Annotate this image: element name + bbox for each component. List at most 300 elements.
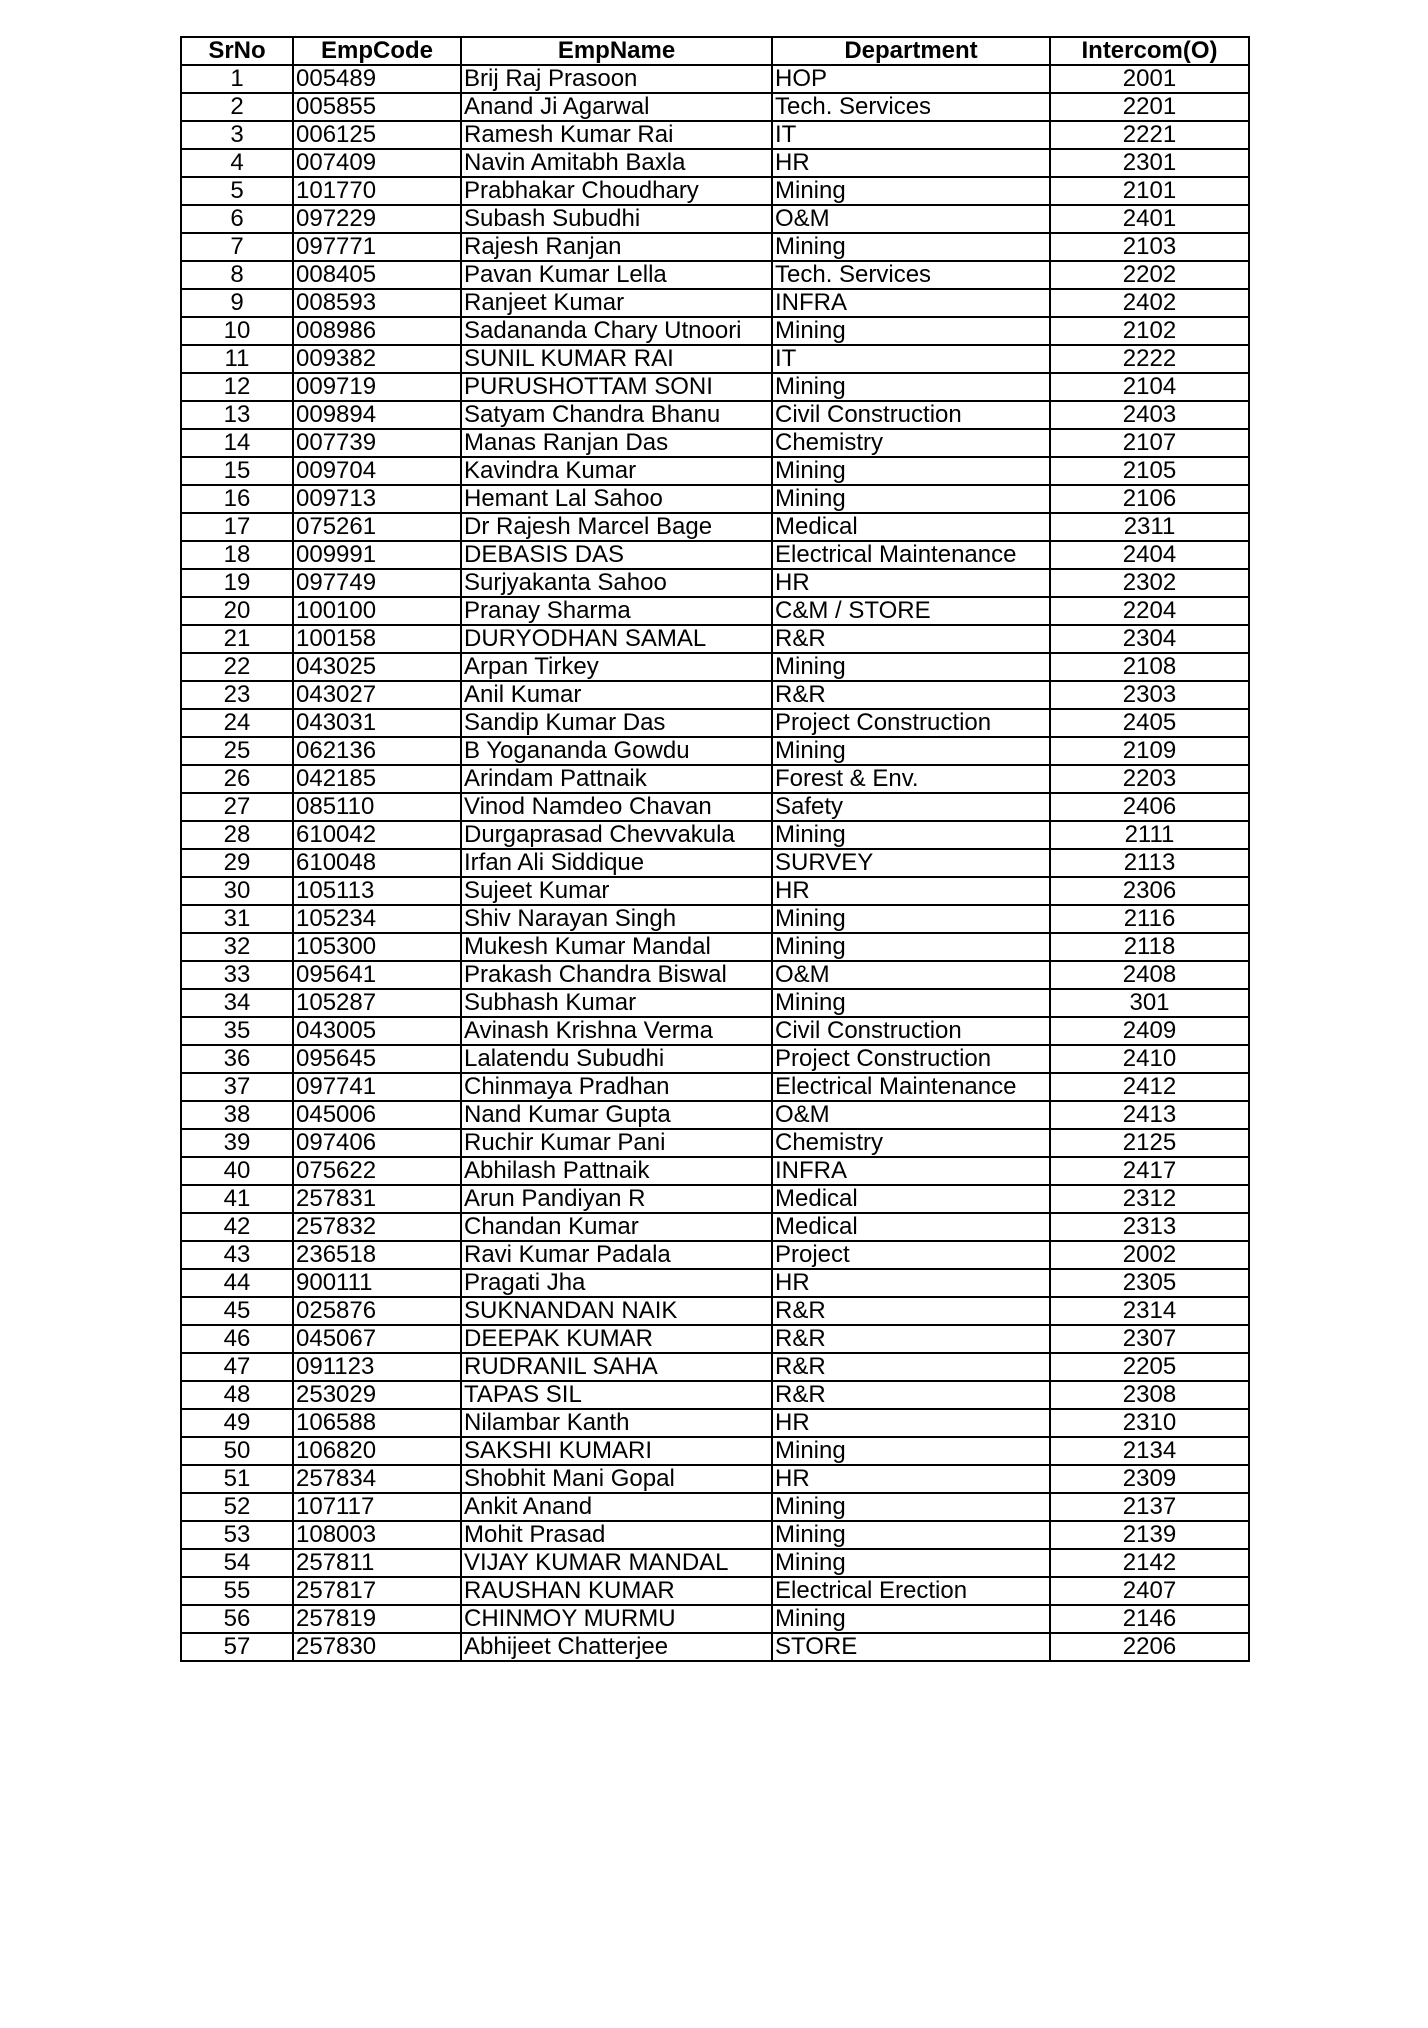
empcode-cell: 043005: [293, 1017, 461, 1045]
srno-cell: 45: [181, 1297, 293, 1325]
intercom-cell: 2106: [1050, 485, 1249, 513]
srno-cell: 10: [181, 317, 293, 345]
empcode-cell: 610048: [293, 849, 461, 877]
intercom-cell: 2102: [1050, 317, 1249, 345]
srno-cell: 12: [181, 373, 293, 401]
intercom-cell: 2111: [1050, 821, 1249, 849]
table-row: [181, 1325, 1249, 1353]
department-cell: Mining: [772, 457, 1050, 485]
department-cell: INFRA: [772, 289, 1050, 317]
intercom-cell: 2108: [1050, 653, 1249, 681]
empcode-cell: 042185: [293, 765, 461, 793]
intercom-cell: 2222: [1050, 345, 1249, 373]
intercom-cell: 2410: [1050, 1045, 1249, 1073]
table-row: [181, 373, 1249, 401]
intercom-cell: 2134: [1050, 1437, 1249, 1465]
srno-cell: 26: [181, 765, 293, 793]
department-cell: IT: [772, 345, 1050, 373]
department-cell: Mining: [772, 933, 1050, 961]
table-row: [181, 541, 1249, 569]
empname-cell: Shiv Narayan Singh: [461, 905, 772, 933]
intercom-cell: 2109: [1050, 737, 1249, 765]
empcode-cell: 043025: [293, 653, 461, 681]
header-row: [181, 37, 1249, 65]
department-cell: Mining: [772, 821, 1050, 849]
empcode-cell: 101770: [293, 177, 461, 205]
srno-cell: 23: [181, 681, 293, 709]
empcode-cell: 097771: [293, 233, 461, 261]
intercom-cell: 2107: [1050, 429, 1249, 457]
empname-cell: Pragati Jha: [461, 1269, 772, 1297]
empname-cell: Lalatendu Subudhi: [461, 1045, 772, 1073]
srno-cell: 3: [181, 121, 293, 149]
table-row: [181, 1381, 1249, 1409]
empcode-cell: 257832: [293, 1213, 461, 1241]
intercom-cell: 2221: [1050, 121, 1249, 149]
srno-cell: 37: [181, 1073, 293, 1101]
empname-cell: Shobhit Mani Gopal: [461, 1465, 772, 1493]
table-row: [181, 1185, 1249, 1213]
empname-cell: Irfan Ali Siddique: [461, 849, 772, 877]
srno-cell: 5: [181, 177, 293, 205]
intercom-cell: 2405: [1050, 709, 1249, 737]
srno-cell: 41: [181, 1185, 293, 1213]
table-row: [181, 513, 1249, 541]
empcode-cell: 009382: [293, 345, 461, 373]
srno-cell: 18: [181, 541, 293, 569]
department-cell: HR: [772, 1269, 1050, 1297]
department-cell: Mining: [772, 317, 1050, 345]
srno-cell: 52: [181, 1493, 293, 1521]
empname-cell: SUKNANDAN NAIK: [461, 1297, 772, 1325]
department-cell: Tech. Services: [772, 93, 1050, 121]
department-cell: R&R: [772, 681, 1050, 709]
intercom-cell: 2103: [1050, 233, 1249, 261]
empname-cell: Mohit Prasad: [461, 1521, 772, 1549]
department-cell: Chemistry: [772, 429, 1050, 457]
empcode-cell: 075622: [293, 1157, 461, 1185]
srno-cell: 43: [181, 1241, 293, 1269]
empname-cell: Sandip Kumar Das: [461, 709, 772, 737]
empname-cell: Prabhakar Choudhary: [461, 177, 772, 205]
table-row: [181, 233, 1249, 261]
intercom-cell: 2206: [1050, 1633, 1249, 1661]
empname-cell: Ravi Kumar Padala: [461, 1241, 772, 1269]
department-cell: Project: [772, 1241, 1050, 1269]
intercom-cell: 2139: [1050, 1521, 1249, 1549]
empname-cell: Subhash Kumar: [461, 989, 772, 1017]
srno-cell: 2: [181, 93, 293, 121]
intercom-cell: 2401: [1050, 205, 1249, 233]
table-row: [181, 849, 1249, 877]
intercom-cell: 2205: [1050, 1353, 1249, 1381]
department-cell: Mining: [772, 989, 1050, 1017]
department-cell: C&M / STORE: [772, 597, 1050, 625]
table-row: [181, 625, 1249, 653]
srno-cell: 44: [181, 1269, 293, 1297]
table-row: [181, 1493, 1249, 1521]
empname-cell: DEBASIS DAS: [461, 541, 772, 569]
empname-cell: Mukesh Kumar Mandal: [461, 933, 772, 961]
empname-cell: RUDRANIL SAHA: [461, 1353, 772, 1381]
intercom-cell: 2407: [1050, 1577, 1249, 1605]
empname-cell: Ruchir Kumar Pani: [461, 1129, 772, 1157]
empcode-cell: 008986: [293, 317, 461, 345]
empname-cell: Arun Pandiyan R: [461, 1185, 772, 1213]
srno-cell: 11: [181, 345, 293, 373]
department-cell: R&R: [772, 1325, 1050, 1353]
empcode-cell: 106588: [293, 1409, 461, 1437]
department-cell: Mining: [772, 177, 1050, 205]
department-cell: Mining: [772, 1493, 1050, 1521]
empname-cell: Pavan Kumar Lella: [461, 261, 772, 289]
empcode-cell: 257811: [293, 1549, 461, 1577]
empcode-cell: 043031: [293, 709, 461, 737]
srno-cell: 19: [181, 569, 293, 597]
table-row: [181, 709, 1249, 737]
table-row: [181, 821, 1249, 849]
srno-cell: 30: [181, 877, 293, 905]
intercom-cell: 2116: [1050, 905, 1249, 933]
table-row: [181, 877, 1249, 905]
srno-cell: 24: [181, 709, 293, 737]
empname-cell: SAKSHI KUMARI: [461, 1437, 772, 1465]
empname-cell: Navin Amitabh Baxla: [461, 149, 772, 177]
department-cell: O&M: [772, 961, 1050, 989]
intercom-cell: 2104: [1050, 373, 1249, 401]
table-row: [181, 1213, 1249, 1241]
table-row: [181, 1241, 1249, 1269]
intercom-cell: 2302: [1050, 569, 1249, 597]
empcode-cell: 085110: [293, 793, 461, 821]
empcode-cell: 100100: [293, 597, 461, 625]
department-cell: SURVEY: [772, 849, 1050, 877]
table-row: [181, 1465, 1249, 1493]
table-row: [181, 1549, 1249, 1577]
intercom-cell: 2417: [1050, 1157, 1249, 1185]
empname-cell: Hemant Lal Sahoo: [461, 485, 772, 513]
empname-cell: Chinmaya Pradhan: [461, 1073, 772, 1101]
empcode-cell: 105113: [293, 877, 461, 905]
empname-cell: DURYODHAN SAMAL: [461, 625, 772, 653]
srno-cell: 35: [181, 1017, 293, 1045]
department-cell: R&R: [772, 1381, 1050, 1409]
table-row: [181, 1409, 1249, 1437]
empcode-cell: 006125: [293, 121, 461, 149]
intercom-cell: 2303: [1050, 681, 1249, 709]
empcode-cell: 105234: [293, 905, 461, 933]
srno-cell: 53: [181, 1521, 293, 1549]
table-row: [181, 65, 1249, 93]
srno-cell: 29: [181, 849, 293, 877]
department-cell: Project Construction: [772, 709, 1050, 737]
empname-cell: Subash Subudhi: [461, 205, 772, 233]
intercom-cell: 2314: [1050, 1297, 1249, 1325]
table-row: [181, 653, 1249, 681]
srno-cell: 48: [181, 1381, 293, 1409]
empcode-cell: 009704: [293, 457, 461, 485]
srno-cell: 1: [181, 65, 293, 93]
empcode-cell: 100158: [293, 625, 461, 653]
column-header-department: Department: [772, 37, 1050, 65]
intercom-cell: 2202: [1050, 261, 1249, 289]
srno-cell: 21: [181, 625, 293, 653]
table-row: [181, 793, 1249, 821]
srno-cell: 4: [181, 149, 293, 177]
empcode-cell: 097406: [293, 1129, 461, 1157]
intercom-cell: 2113: [1050, 849, 1249, 877]
table-row: [181, 737, 1249, 765]
intercom-cell: 2301: [1050, 149, 1249, 177]
department-cell: Mining: [772, 1437, 1050, 1465]
srno-cell: 49: [181, 1409, 293, 1437]
intercom-cell: 2306: [1050, 877, 1249, 905]
empcode-cell: 610042: [293, 821, 461, 849]
column-header-intercom: Intercom(O): [1050, 37, 1249, 65]
department-cell: Electrical Maintenance: [772, 1073, 1050, 1101]
table-row: [181, 905, 1249, 933]
srno-cell: 42: [181, 1213, 293, 1241]
table-row: [181, 457, 1249, 485]
department-cell: Mining: [772, 737, 1050, 765]
empcode-cell: 007409: [293, 149, 461, 177]
empname-cell: Vinod Namdeo Chavan: [461, 793, 772, 821]
empcode-cell: 005489: [293, 65, 461, 93]
empcode-cell: 009894: [293, 401, 461, 429]
department-cell: Mining: [772, 485, 1050, 513]
empname-cell: Anil Kumar: [461, 681, 772, 709]
table-row: [181, 177, 1249, 205]
department-cell: Chemistry: [772, 1129, 1050, 1157]
empname-cell: Avinash Krishna Verma: [461, 1017, 772, 1045]
srno-cell: 40: [181, 1157, 293, 1185]
intercom-cell: 301: [1050, 989, 1249, 1017]
intercom-cell: 2413: [1050, 1101, 1249, 1129]
department-cell: Mining: [772, 1521, 1050, 1549]
column-header-empcode: EmpCode: [293, 37, 461, 65]
intercom-cell: 2142: [1050, 1549, 1249, 1577]
department-cell: R&R: [772, 1297, 1050, 1325]
srno-cell: 28: [181, 821, 293, 849]
table-row: [181, 261, 1249, 289]
srno-cell: 6: [181, 205, 293, 233]
table-row: [181, 1101, 1249, 1129]
empname-cell: Abhilash Pattnaik: [461, 1157, 772, 1185]
empcode-cell: 108003: [293, 1521, 461, 1549]
srno-cell: 39: [181, 1129, 293, 1157]
intercom-cell: 2402: [1050, 289, 1249, 317]
department-cell: Medical: [772, 513, 1050, 541]
empname-cell: Chandan Kumar: [461, 1213, 772, 1241]
empcode-cell: 900111: [293, 1269, 461, 1297]
empcode-cell: 075261: [293, 513, 461, 541]
empname-cell: Prakash Chandra Biswal: [461, 961, 772, 989]
empname-cell: PURUSHOTTAM SONI: [461, 373, 772, 401]
intercom-cell: 2307: [1050, 1325, 1249, 1353]
empname-cell: Sadananda Chary Utnoori: [461, 317, 772, 345]
empcode-cell: 105287: [293, 989, 461, 1017]
srno-cell: 20: [181, 597, 293, 625]
department-cell: INFRA: [772, 1157, 1050, 1185]
empname-cell: Surjyakanta Sahoo: [461, 569, 772, 597]
empname-cell: Arindam Pattnaik: [461, 765, 772, 793]
intercom-cell: 2311: [1050, 513, 1249, 541]
empcode-cell: 095641: [293, 961, 461, 989]
department-cell: HR: [772, 877, 1050, 905]
empcode-cell: 236518: [293, 1241, 461, 1269]
department-cell: HR: [772, 569, 1050, 597]
empname-cell: Pranay Sharma: [461, 597, 772, 625]
column-header-empname: EmpName: [461, 37, 772, 65]
empcode-cell: 097749: [293, 569, 461, 597]
intercom-cell: 2146: [1050, 1605, 1249, 1633]
empcode-cell: 257834: [293, 1465, 461, 1493]
table-row: [181, 569, 1249, 597]
intercom-cell: 2308: [1050, 1381, 1249, 1409]
intercom-cell: 2409: [1050, 1017, 1249, 1045]
srno-cell: 7: [181, 233, 293, 261]
intercom-cell: 2408: [1050, 961, 1249, 989]
table-row: [181, 1045, 1249, 1073]
table-row: [181, 1129, 1249, 1157]
empcode-cell: 097741: [293, 1073, 461, 1101]
table-row: [181, 1577, 1249, 1605]
empname-cell: RAUSHAN KUMAR: [461, 1577, 772, 1605]
table-row: [181, 1633, 1249, 1661]
empname-cell: B Yogananda Gowdu: [461, 737, 772, 765]
srno-cell: 47: [181, 1353, 293, 1381]
srno-cell: 17: [181, 513, 293, 541]
table-row: [181, 93, 1249, 121]
intercom-cell: 2137: [1050, 1493, 1249, 1521]
department-cell: Forest & Env.: [772, 765, 1050, 793]
empname-cell: Arpan Tirkey: [461, 653, 772, 681]
empcode-cell: 007739: [293, 429, 461, 457]
empname-cell: Nilambar Kanth: [461, 1409, 772, 1437]
department-cell: Tech. Services: [772, 261, 1050, 289]
department-cell: Mining: [772, 905, 1050, 933]
employee-intercom-table: [180, 36, 1250, 1662]
table-row: [181, 961, 1249, 989]
department-cell: Mining: [772, 653, 1050, 681]
department-cell: R&R: [772, 625, 1050, 653]
empname-cell: Ramesh Kumar Rai: [461, 121, 772, 149]
srno-cell: 27: [181, 793, 293, 821]
empname-cell: Sujeet Kumar: [461, 877, 772, 905]
department-cell: Electrical Maintenance: [772, 541, 1050, 569]
table-row: [181, 1297, 1249, 1325]
empcode-cell: 105300: [293, 933, 461, 961]
srno-cell: 25: [181, 737, 293, 765]
department-cell: HR: [772, 1409, 1050, 1437]
empname-cell: Kavindra Kumar: [461, 457, 772, 485]
srno-cell: 34: [181, 989, 293, 1017]
srno-cell: 38: [181, 1101, 293, 1129]
srno-cell: 13: [181, 401, 293, 429]
intercom-cell: 2201: [1050, 93, 1249, 121]
department-cell: Medical: [772, 1213, 1050, 1241]
intercom-cell: 2412: [1050, 1073, 1249, 1101]
empname-cell: TAPAS SIL: [461, 1381, 772, 1409]
table-row: [181, 1521, 1249, 1549]
department-cell: Mining: [772, 233, 1050, 261]
intercom-cell: 2204: [1050, 597, 1249, 625]
empcode-cell: 106820: [293, 1437, 461, 1465]
empcode-cell: 045006: [293, 1101, 461, 1129]
empcode-cell: 253029: [293, 1381, 461, 1409]
table-row: [181, 1073, 1249, 1101]
table-row: [181, 205, 1249, 233]
table-row: [181, 401, 1249, 429]
empcode-cell: 097229: [293, 205, 461, 233]
empname-cell: Nand Kumar Gupta: [461, 1101, 772, 1129]
department-cell: Mining: [772, 373, 1050, 401]
empname-cell: Satyam Chandra Bhanu: [461, 401, 772, 429]
intercom-cell: 2309: [1050, 1465, 1249, 1493]
srno-cell: 32: [181, 933, 293, 961]
empcode-cell: 009991: [293, 541, 461, 569]
intercom-cell: 2312: [1050, 1185, 1249, 1213]
table-row: [181, 1605, 1249, 1633]
department-cell: O&M: [772, 205, 1050, 233]
table-row: [181, 149, 1249, 177]
column-header-srno: SrNo: [181, 37, 293, 65]
empcode-cell: 091123: [293, 1353, 461, 1381]
table-row: [181, 1437, 1249, 1465]
department-cell: Mining: [772, 1549, 1050, 1577]
table-row: [181, 317, 1249, 345]
srno-cell: 22: [181, 653, 293, 681]
empname-cell: Ankit Anand: [461, 1493, 772, 1521]
empname-cell: Dr Rajesh Marcel Bage: [461, 513, 772, 541]
srno-cell: 16: [181, 485, 293, 513]
empname-cell: Abhijeet Chatterjee: [461, 1633, 772, 1661]
empcode-cell: 025876: [293, 1297, 461, 1325]
intercom-cell: 2101: [1050, 177, 1249, 205]
empcode-cell: 257817: [293, 1577, 461, 1605]
srno-cell: 14: [181, 429, 293, 457]
intercom-cell: 2001: [1050, 65, 1249, 93]
empcode-cell: 005855: [293, 93, 461, 121]
srno-cell: 46: [181, 1325, 293, 1353]
srno-cell: 33: [181, 961, 293, 989]
srno-cell: 50: [181, 1437, 293, 1465]
srno-cell: 31: [181, 905, 293, 933]
empname-cell: DEEPAK KUMAR: [461, 1325, 772, 1353]
empname-cell: VIJAY KUMAR MANDAL: [461, 1549, 772, 1577]
empname-cell: Anand Ji Agarwal: [461, 93, 772, 121]
intercom-cell: 2310: [1050, 1409, 1249, 1437]
empcode-cell: 008405: [293, 261, 461, 289]
intercom-cell: 2313: [1050, 1213, 1249, 1241]
intercom-cell: 2304: [1050, 625, 1249, 653]
intercom-cell: 2118: [1050, 933, 1249, 961]
empcode-cell: 095645: [293, 1045, 461, 1073]
table-row: [181, 765, 1249, 793]
intercom-cell: 2305: [1050, 1269, 1249, 1297]
srno-cell: 51: [181, 1465, 293, 1493]
table-row: [181, 1269, 1249, 1297]
empcode-cell: 009713: [293, 485, 461, 513]
table-row: [181, 485, 1249, 513]
department-cell: Civil Construction: [772, 401, 1050, 429]
table-row: [181, 289, 1249, 317]
department-cell: STORE: [772, 1633, 1050, 1661]
department-cell: O&M: [772, 1101, 1050, 1129]
srno-cell: 57: [181, 1633, 293, 1661]
empcode-cell: 107117: [293, 1493, 461, 1521]
intercom-cell: 2125: [1050, 1129, 1249, 1157]
